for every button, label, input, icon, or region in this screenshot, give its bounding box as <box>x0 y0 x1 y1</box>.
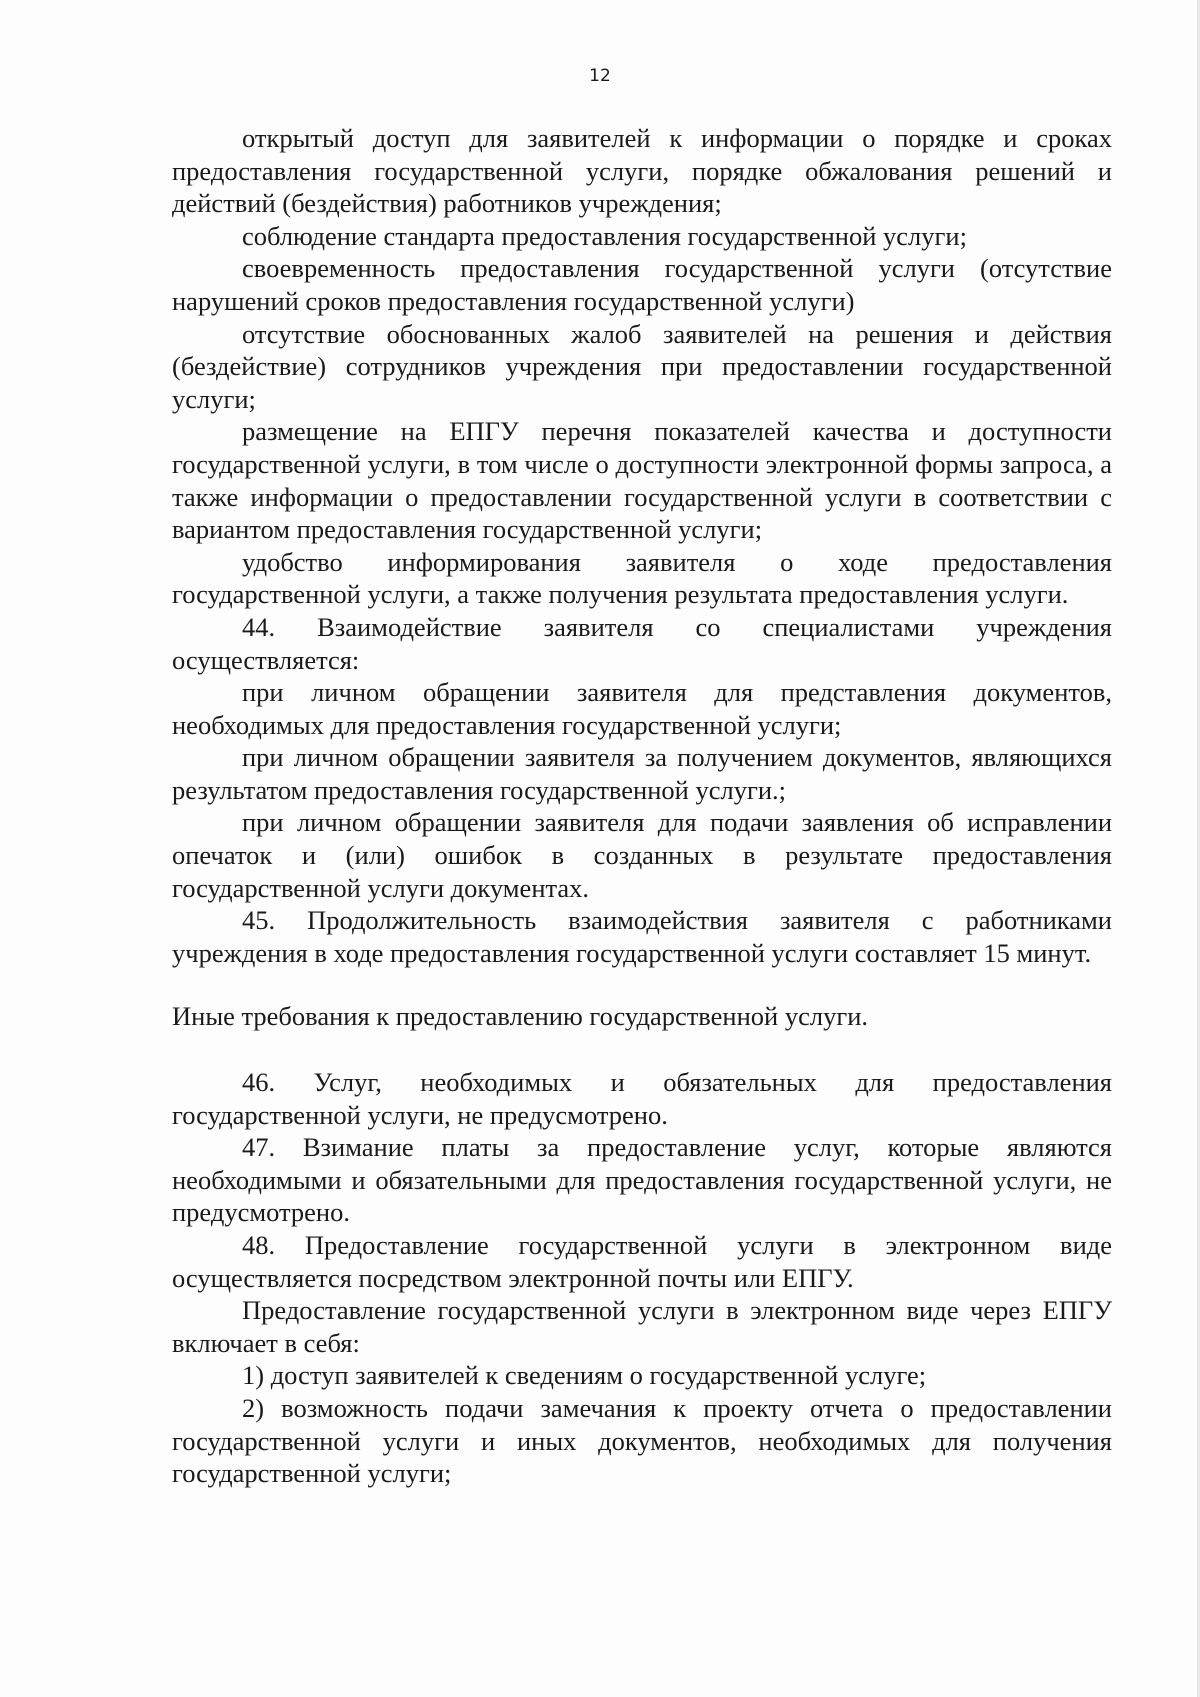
section-heading: Иные требования к предоставлению государственной услуги. <box>172 1001 869 1032</box>
paragraph-no-complaints: отсутствие обоснованных жалоб заявителей на решения и действия (бездействие) сотрудников учреждения при предоставлении государственной услуги; <box>172 318 1112 414</box>
paragraph-epgu-indicators: размещение на ЕПГУ перечня показателей качества и доступности государственной услуги, в том числе о доступности электронной формы запроса, а также информации о предоставлении государственной услуги в соответствии с вариантом предоставления государственной услуги; <box>172 416 1112 545</box>
paragraph-error-correction: при личном обращении заявителя для подачи заявления об исправлении опечаток и (или) ошибок в созданных в результате предоставления государственной услуги документах. <box>172 807 1112 903</box>
paragraph-epgu-includes: Предоставление государственной услуги в электронном виде через ЕПГУ включает в себя: <box>172 1295 1112 1358</box>
paragraph-item-47: 47. Взимание платы за предоставление услуг, которые являются необходимыми и обязательными для предоставления государственной услуги, не предусмотрено. <box>172 1132 1112 1228</box>
paragraph-personal-receipt: при личном обращении заявителя за получением документов, являющихся результатом предоставления государственной услуги.; <box>172 742 1112 805</box>
paragraph-convenience: удобство информирования заявителя о ходе предоставления государственной услуги, а также получения результата предоставления услуги. <box>172 546 1112 610</box>
document-body <box>172 122 1112 1490</box>
paragraph-item-44: 44. Взаимодействие заявителя со специалистами учреждения осуществляется: <box>172 611 1112 675</box>
page-number: 12 <box>589 66 611 86</box>
paragraph-timeliness: своевременность предоставления государственной услуги (отсутствие нарушений сроков предоставления государственной услуги) <box>172 253 1112 316</box>
paragraph-item-48: 48. Предоставление государственной услуги в электронном виде осуществляется посредством электронной почты или ЕПГУ. <box>172 1230 1112 1293</box>
list-item-1: 1) доступ заявителей к сведениям о государственной услуге; <box>242 1360 927 1391</box>
list-item-2: 2) возможность подачи замечания к проекту отчета о предоставлении государственной услуги и иных документов, необходимых для получения государственной услуги; <box>172 1392 1112 1489</box>
paragraph-personal-submission: при личном обращении заявителя для представления документов, необходимых для предоставления государственной услуги; <box>172 677 1112 740</box>
paragraph-item-46: 46. Услуг, необходимых и обязательных для предоставления государственной услуги, не предусмотрено. <box>172 1067 1112 1130</box>
paragraph-standard-compliance: соблюдение стандарта предоставления государственной услуги; <box>242 220 967 251</box>
paragraph-open-access: открытый доступ для заявителей к информации о порядке и сроках предоставления государственной услуги, порядке обжалования решений и действий (бездействия) работников учреждения; <box>172 123 1112 219</box>
paragraph-item-45: 45. Продолжительность взаимодействия заявителя с работниками учреждения в ходе предоставления государственной услуги составляет 15 минут. <box>172 905 1112 968</box>
